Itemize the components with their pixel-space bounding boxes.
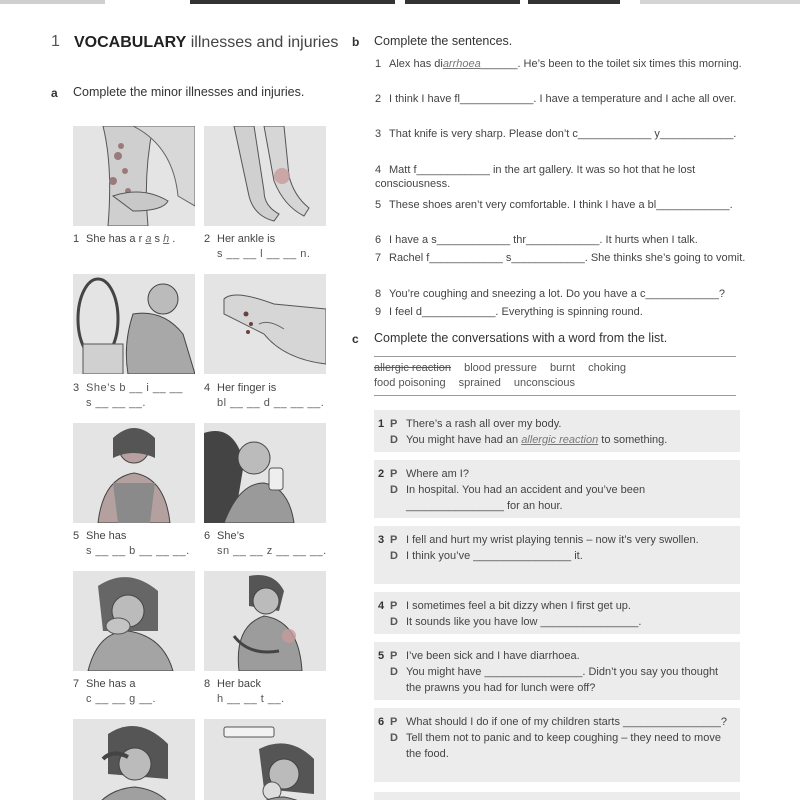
sunburn-image	[73, 423, 195, 523]
caption-number: 5	[73, 530, 80, 542]
sneezing-image	[204, 423, 326, 523]
sentence-answer: arrhoea	[442, 58, 481, 70]
conversation-2: 2 P Where am I? D In hospital. You had an accident and you’ve been ________________ for an hour.	[374, 460, 740, 518]
part-c-letter: c	[352, 332, 359, 346]
section-title-rest: illnesses and injuries	[190, 34, 339, 51]
caption-3: 3 She’s b __ i __ __ s __ __ __.	[73, 382, 183, 409]
caption-number: 3	[73, 382, 80, 394]
sore-throat-image	[204, 719, 326, 800]
sentence-item-9: 9 I feel d____________. Everything is spinning round.	[375, 306, 643, 318]
word-bank-item: unconscious	[513, 377, 576, 389]
being-sick-image	[73, 274, 195, 374]
caption-8: 8 Her back h __ __ t __.	[204, 678, 285, 705]
sentence-item-2: 2 I think I have fl____________. I have a temperature and I ache all over.	[375, 93, 737, 105]
caption-answer: a	[145, 233, 152, 245]
sentence-item-8: 8 You’re coughing and sneezing a lot. Do you have a c____________?	[375, 288, 725, 300]
caption-number: 7	[73, 678, 80, 690]
part-a-instruction: Complete the minor illnesses and injuries.	[73, 85, 305, 99]
word-bank-item: burnt	[549, 362, 576, 374]
section-title-bold: VOCABULARY	[74, 34, 187, 51]
caption-1: 1 She has a r a s h .	[73, 233, 176, 245]
section-title	[74, 32, 344, 53]
caption-number: 6	[204, 530, 211, 542]
page-top-strip	[0, 0, 800, 4]
sentence-item-4: 4 Matt f____________ in the art gallery. It was so hot that he lost consciousness.	[375, 164, 696, 190]
headache-image	[73, 719, 195, 800]
section-number: 1	[51, 33, 60, 50]
word-bank-item: allergic reaction	[374, 362, 452, 374]
caption-answer: h	[163, 233, 170, 245]
word-bank-item: sprained	[458, 377, 501, 389]
bleeding-finger-image	[204, 274, 326, 374]
sentence-item-5: 5 These shoes aren’t very comfortable. I think I have a bl____________.	[375, 199, 733, 211]
sentence-item-6: 6 I have a s____________ thr____________. It hurts when I talk.	[375, 234, 698, 246]
caption-number: 4	[204, 382, 211, 394]
caption-4: 4 Her finger is bl __ __ d __ __ __.	[204, 382, 325, 409]
back-pain-image	[204, 571, 326, 671]
conversation-5: 5 P I’ve been sick and I have diarrhoea. D You might have ________________. Didn’t you say you thought the prawns you had for lunch were off?	[374, 642, 740, 700]
caption-6: 6 She’s sn __ __ z __ __ __.	[204, 530, 327, 557]
conversation-6: 6 P What should I do if one of my children starts ________________? D Tell them not to panic and to keep coughing – they need to move the food.	[374, 708, 740, 782]
part-b-letter: b	[352, 35, 360, 49]
word-bank-item: blood pressure	[464, 362, 537, 374]
sentence-item-1: 1 Alex has diarrhoea______. He’s been to the toilet six times this morning.	[375, 58, 742, 70]
word-bank	[374, 356, 736, 396]
conversation-3: 3 P I fell and hurt my wrist playing tennis – now it’s very swollen. D I think you’ve ________________ it.	[374, 526, 740, 584]
part-c-instruction: Complete the conversations with a word from the list.	[374, 331, 668, 345]
caption-number: 8	[204, 678, 211, 690]
swollen-ankle-image	[204, 126, 326, 226]
conversation-answer: allergic reaction	[521, 434, 599, 446]
caption-7: 7 She has a c __ __ g __.	[73, 678, 157, 705]
caption-5: 5 She has s __ __ b __ __ __.	[73, 530, 190, 557]
word-bank-item: choking	[588, 362, 627, 374]
word-bank-item: food poisoning	[374, 377, 446, 389]
conversation-7-partial	[374, 792, 740, 800]
cough-image	[73, 571, 195, 671]
sentence-item-3: 3 That knife is very sharp. Please don’t c____________ y____________.	[375, 128, 737, 140]
part-a-letter: a	[51, 86, 58, 100]
caption-2: 2 Her ankle is s __ __ l __ __ n.	[204, 233, 311, 260]
conversation-4: 4 P I sometimes feel a bit dizzy when I first get up. D It sounds like you have low ________________.	[374, 592, 740, 634]
caption-number: 1	[73, 233, 80, 245]
rash-image	[73, 126, 195, 226]
caption-number: 2	[204, 233, 211, 245]
sentence-item-7: 7 Rachel f____________ s____________. She thinks she’s going to vomit.	[375, 252, 746, 264]
part-b-instruction: Complete the sentences.	[374, 34, 513, 48]
conversation-1: 1 P There’s a rash all over my body. D You might have had an allergic reaction to something.	[374, 410, 740, 452]
